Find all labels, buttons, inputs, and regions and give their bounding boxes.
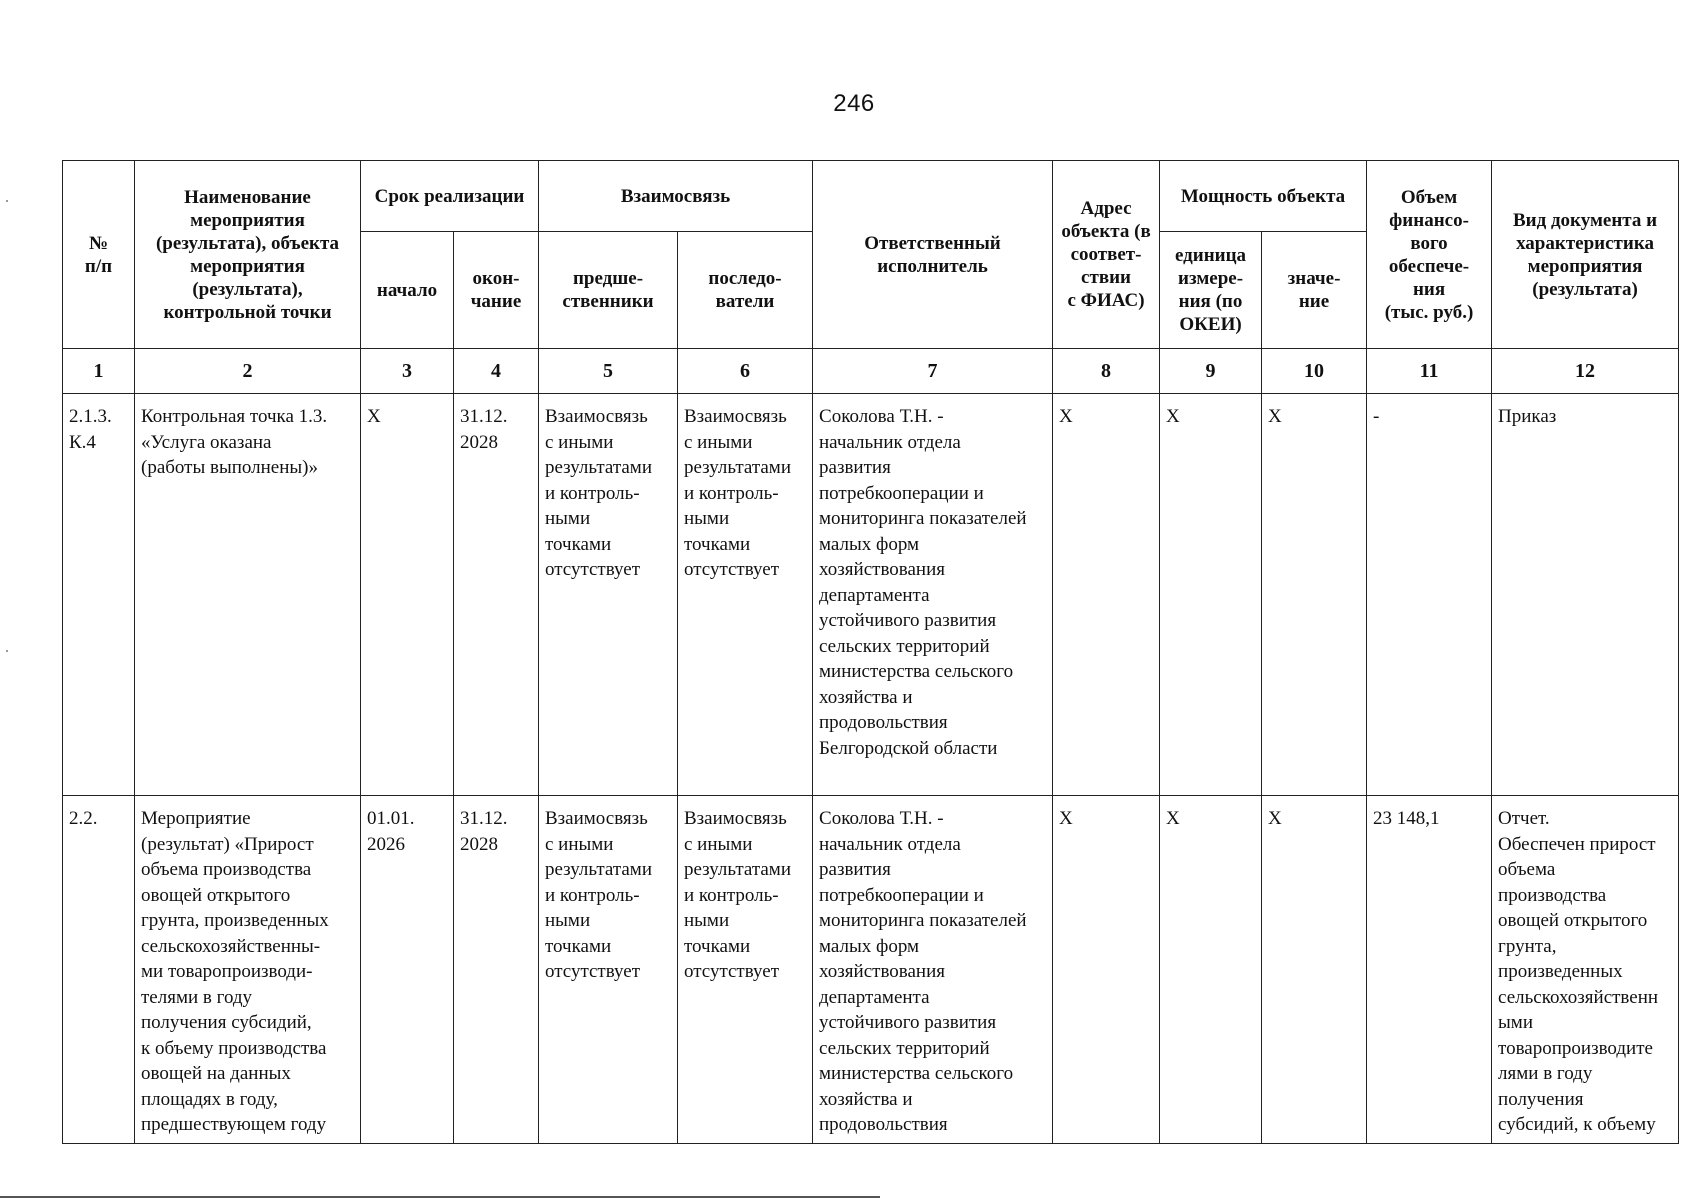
column-number: 3 [361,349,454,394]
header-name: Наименование мероприятия (результата), объекта мероприятия (результата), контрольной точки [135,161,361,349]
header-period: Срок реализации [361,161,539,232]
cell-end: 31.12. 2028 [454,394,539,796]
cell-address: X [1053,394,1160,796]
cell-doc-type: Отчет. Обеспечен прирост объема производства овощей открытого грунта, произведенных сельскохозяйственн ыми товаропроизводите лями в году получения субсидий, к объему [1492,796,1679,1144]
header-capacity-unit: единица измере- ния (по ОКЕИ) [1160,232,1262,349]
scan-edge-line [0,1196,880,1198]
page-number: 246 [833,90,875,117]
header-responsible: Ответственный исполнитель [813,161,1053,349]
column-number: 7 [813,349,1053,394]
cell-unit: X [1160,796,1262,1144]
column-number: 6 [678,349,813,394]
column-number: 5 [539,349,678,394]
header-link-prev: предше- ственники [539,232,678,349]
header-finance: Объем финансо- вого обеспече- ния (тыс. руб.) [1367,161,1492,349]
table-row [63,796,1679,1144]
header-num: № п/п [63,161,135,349]
column-number: 1 [63,349,135,394]
cell-value: X [1262,394,1367,796]
cell-responsible: Соколова Т.Н. - начальник отдела развития потребкооперации и мониторинга показателей малых форм хозяйствования департамента устойчивого развития сельских территорий министерства сельского хозяйства и продовольствия [813,796,1053,1144]
cell-value: X [1262,796,1367,1144]
cell-start: X [361,394,454,796]
header-link-next: последо- ватели [678,232,813,349]
cell-num: 2.1.3. К.4 [63,394,135,796]
cell-start: 01.01. 2026 [361,796,454,1144]
cell-doc-type: Приказ [1492,394,1679,796]
activity-plan-table [62,160,1679,1144]
header-address: Адрес объекта (в соответ- ствии с ФИАС) [1053,161,1160,349]
cell-name: Контрольная точка 1.3. «Услуга оказана (работы выполнены)» [135,394,361,796]
cell-address: X [1053,796,1160,1144]
column-number: 11 [1367,349,1492,394]
scan-speck [6,650,8,652]
header-link: Взаимосвязь [539,161,813,232]
cell-finance: - [1367,394,1492,796]
cell-num: 2.2. [63,796,135,1144]
cell-predecessors: Взаимосвязь с иными результатами и контроль- ными точками отсутствует [539,796,678,1144]
cell-finance: 23 148,1 [1367,796,1492,1144]
column-number: 12 [1492,349,1679,394]
header-doc-type: Вид документа и характеристика мероприятия (результата) [1492,161,1679,349]
cell-unit: X [1160,394,1262,796]
header-capacity-value: значе- ние [1262,232,1367,349]
column-number: 4 [454,349,539,394]
column-number: 8 [1053,349,1160,394]
column-number: 10 [1262,349,1367,394]
cell-successors: Взаимосвязь с иными результатами и контроль- ными точками отсутствует [678,394,813,796]
header-capacity: Мощность объекта [1160,161,1367,232]
cell-end: 31.12. 2028 [454,796,539,1144]
column-number: 2 [135,349,361,394]
cell-name: Мероприятие (результат) «Прирост объема производства овощей открытого грунта, произведенных сельскохозяйственны- ми товаропроизводи- телями в году получения субсидий, к объему производства овощей на данных площадях в году, предшествующем году [135,796,361,1144]
cell-successors: Взаимосвязь с иными результатами и контроль- ными точками отсутствует [678,796,813,1144]
cell-predecessors: Взаимосвязь с иными результатами и контроль- ными точками отсутствует [539,394,678,796]
header-period-start: начало [361,232,454,349]
header-period-end: окон- чание [454,232,539,349]
table-row [63,394,1679,796]
cell-responsible: Соколова Т.Н. - начальник отдела развития потребкооперации и мониторинга показателей малых форм хозяйствования департамента устойчивого развития сельских территорий министерства сельского хозяйства и продовольствия Белгородской области [813,394,1053,796]
column-number: 9 [1160,349,1262,394]
scan-speck [6,200,8,202]
